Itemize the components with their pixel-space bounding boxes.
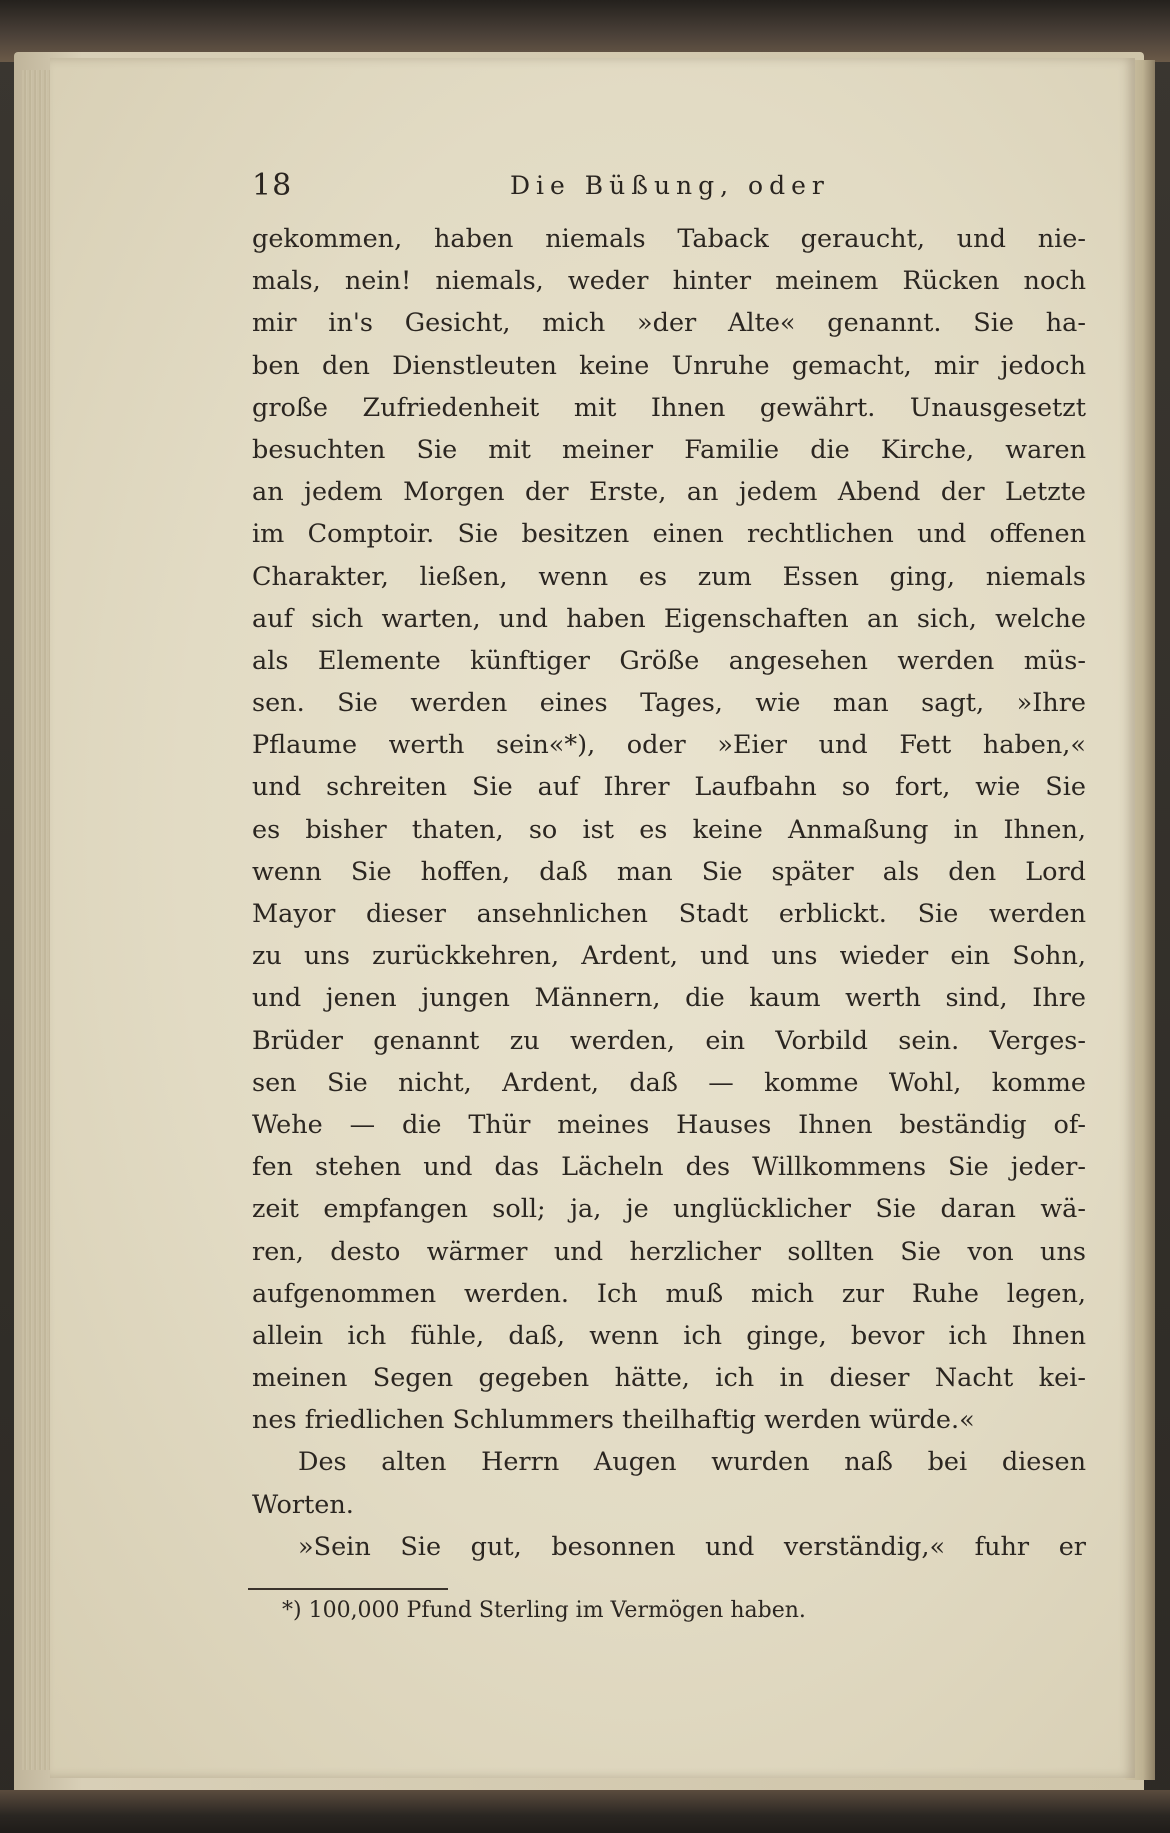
text-line-paragraph-start: Des alten Herrn Augen wurden naß bei diesen (298, 1447, 1086, 1478)
text-line: mals, nein! niemals, weder hinter meinem Rücken noch (252, 266, 1086, 297)
text-line: Charakter, ließen, wenn es zum Essen ging, niemals (252, 561, 1086, 592)
text-line: zeit empfangen soll; ja, je unglücklicher Sie daran wä- (252, 1194, 1086, 1225)
body-text (252, 218, 1086, 1568)
text-line: im Comptoir. Sie besitzen einen rechtlichen und offenen (252, 519, 1086, 550)
book-cover-bottom-edge (0, 1790, 1170, 1833)
text-line: es bisher thaten, so ist es keine Anmaßung in Ihnen, (252, 814, 1086, 845)
text-line: Brüder genannt zu werden, ein Vorbild sein. Verges- (252, 1025, 1086, 1056)
footnote: *) 100,000 Pfund Sterling im Vermögen haben. (282, 1598, 806, 1623)
text-line: Mayor dieser ansehnlichen Stadt erblickt. Sie werden (252, 899, 1086, 929)
text-line: sen. Sie werden eines Tages, wie man sagt, »Ihre (252, 688, 1086, 719)
text-line: fen stehen und das Lächeln des Willkommens Sie jeder- (252, 1152, 1086, 1183)
text-line: sen Sie nicht, Ardent, daß — komme Wohl, komme (252, 1067, 1086, 1098)
text-line-paragraph-start: »Sein Sie gut, besonnen und verständig,« fuhr er (298, 1531, 1086, 1562)
text-line: auf sich warten, und haben Eigenschaften an sich, welche (252, 603, 1086, 634)
text-line: Worten. (252, 1489, 354, 1520)
text-line: als Elemente künftiger Größe angesehen werden müs- (252, 645, 1086, 676)
text-line: Pflaume werth sein«*), oder »Eier und Fett haben,« (252, 730, 1086, 761)
text-line: an jedem Morgen der Erste, an jedem Abend der Letzte (252, 477, 1086, 508)
running-title: Die Büßung, oder (510, 171, 830, 200)
text-line: ben den Dienstleuten keine Unruhe gemacht, mir jedoch (252, 350, 1086, 381)
text-line: meinen Segen gegeben hätte, ich in dieser Nacht kei- (252, 1363, 1086, 1394)
text-line: aufgenommen werden. Ich muß mich zur Ruhe legen, (252, 1278, 1086, 1309)
page-header (252, 168, 902, 208)
page-number: 18 (252, 168, 293, 203)
text-line: und jenen jungen Männern, die kaum werth sind, Ihre (252, 983, 1086, 1014)
text-line: besuchten Sie mit meiner Familie die Kirche, waren (252, 434, 1086, 465)
text-line: nes friedlichen Schlummers theilhaftig werden würde.« (252, 1405, 975, 1436)
footnote-divider (248, 1588, 448, 1590)
text-line: zu uns zurückkehren, Ardent, und uns wieder ein Sohn, (252, 941, 1086, 972)
text-line: große Zufriedenheit mit Ihnen gewährt. Unausgesetzt (252, 392, 1086, 423)
text-line: Wehe — die Thür meines Hauses Ihnen beständig of- (252, 1109, 1086, 1140)
text-line: wenn Sie hoffen, daß man Sie später als den Lord (252, 856, 1086, 887)
text-line: gekommen, haben niemals Taback geraucht, und nie- (252, 224, 1086, 254)
text-line: ren, desto wärmer und herzlicher sollten Sie von uns (252, 1236, 1086, 1267)
text-line: mir in's Gesicht, mich »der Alte« genannt. Sie ha- (252, 308, 1086, 339)
text-line: und schreiten Sie auf Ihrer Laufbahn so fort, wie Sie (252, 772, 1086, 803)
text-line: allein ich fühle, daß, wenn ich ginge, bevor ich Ihnen (252, 1320, 1086, 1351)
